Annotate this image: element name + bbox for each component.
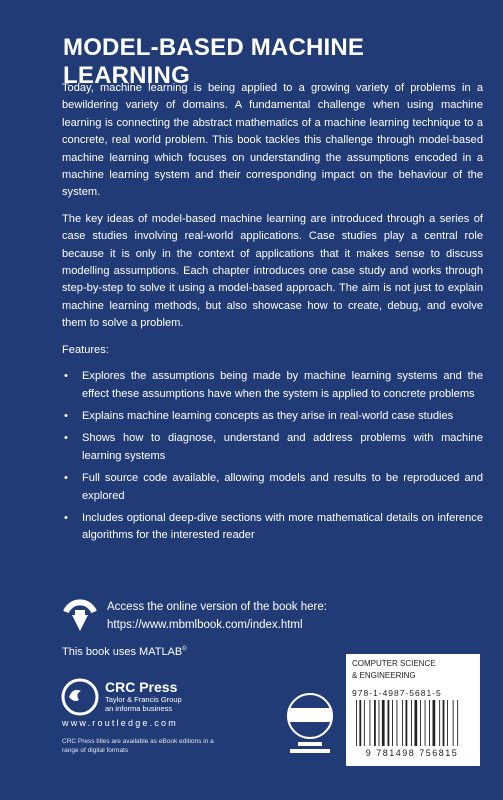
publisher-line-2: an informa business [105,704,173,713]
description-paragraph-2: The key ideas of model-based machine learning are introduced through a series of case studies involving real-world applications. Case studies play a central role because it is only in the context of applications that it makes sense to discuss modelling assumptions. Each chapter introduces one case study and works through step-by-step to solve it using a model-based approach. The aim is not just to explain machine learning methods, but also showcase how to create, debug, and evolve them to solve a problem. [62,212,483,330]
features-label: Features: [62,343,109,356]
publisher-line-1: Taylor & Francis Group [105,695,182,704]
barcode [352,700,472,758]
feature-text: Full source code available, allowing models and results to be reproduced and explored [82,472,483,502]
matlab-note [62,646,187,658]
feature-text: Includes optional deep-dive sections with more mathematical details on inference algorithms for the interested reader [82,511,483,542]
support-material-icon [60,597,100,637]
description-paragraph-1: Today, machine learning is being applied to a growing variety of problems in a bewildering variety of domains. A fundamental challenge when using machine learning is connecting the abstract mathematics of a machine learning technique to a concrete, real world problem. This book tackles this challenge through model-based machine learning which focuses on understanding the assumptions encoded in a machine learning system and their corresponding impact on the behaviour of the system. [62,82,483,199]
description [62,80,483,550]
publisher-name: CRC Press [105,679,178,695]
feature-text: Explores the assumptions being made by machine learning systems and the effect these assumptions have when the system is applied to concrete problems [82,370,483,400]
access-url-link[interactable]: https://www.mbmlbook.com/index.html [107,619,303,631]
feature-item [62,408,483,425]
feature-text: Shows how to diagnose, understand and address problems with machine learning systems [82,432,483,462]
subject-category [352,658,436,682]
registered-mark: ® [182,646,187,653]
online-access [107,598,327,634]
subject-line-2: & ENGINEERING [352,671,416,680]
matlab-text: This book uses MATLAB [62,646,183,658]
barcode-panel [346,654,480,766]
subject-line-1: COMPUTER SCIENCE [352,659,436,668]
feature-item [62,510,483,545]
carbon-neutral-icon [278,686,342,756]
publisher-website: www.routledge.com [62,718,178,728]
isbn: 978-1-4987-5681-5 [352,688,442,698]
feature-text: Explains machine learning concepts as they arise in real-world case studies [82,409,454,422]
bullet-icon: • [64,472,68,485]
barcode-digits: 9 781498 756815 [365,748,459,758]
feature-item [62,368,483,403]
bullet-icon: • [64,409,68,422]
bullet-icon: • [64,370,68,383]
bullet-icon: • [64,511,68,524]
feature-item [62,470,483,505]
ebook-note: CRC Press titles are available as eBook editions in a range of digital formats [62,738,214,754]
feature-item [62,430,483,465]
book-title: MODEL-BASED MACHINE LEARNING [63,34,365,89]
publisher-block [105,680,182,713]
access-text: Access the online version of the book here: [107,601,327,613]
bullet-icon: • [64,432,68,445]
features-list [62,368,483,545]
